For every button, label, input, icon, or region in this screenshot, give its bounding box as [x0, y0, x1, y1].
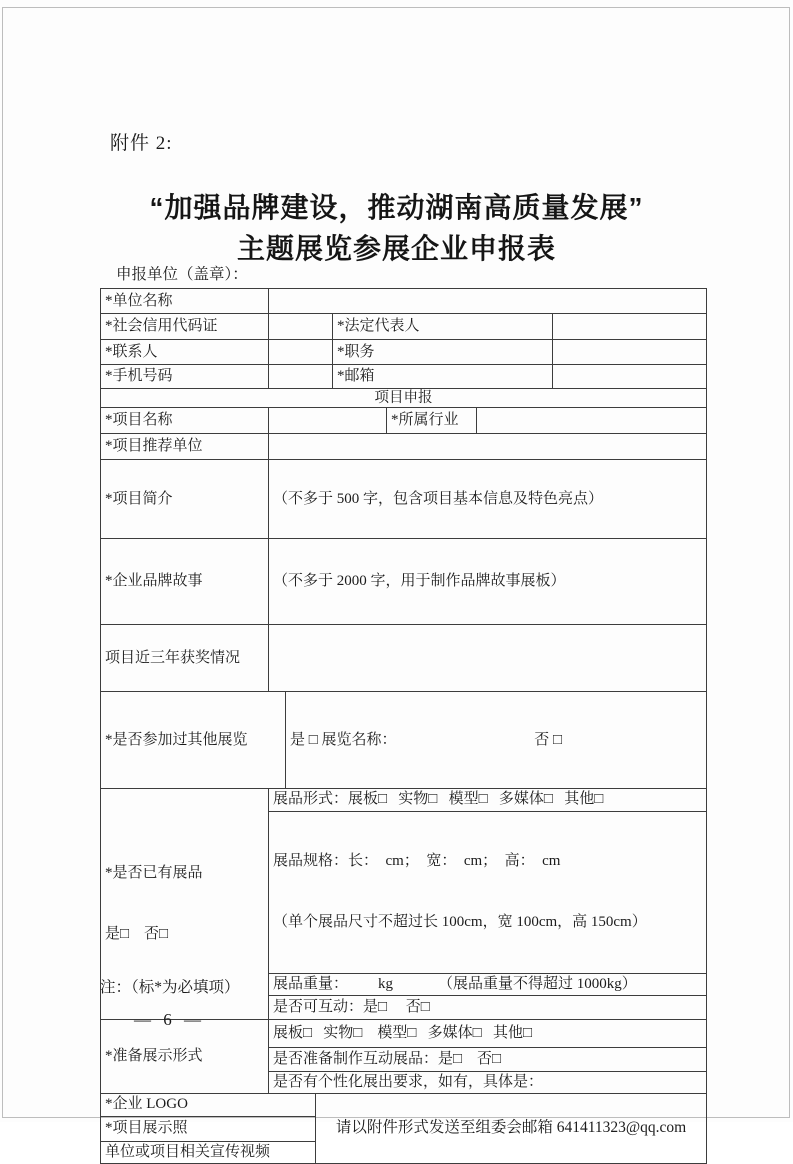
attachment-email-note: 请以附件形式发送至组委会邮箱 641411323@qq.com [316, 1093, 707, 1163]
other-exhibition-yes-option: 是 □ 展览名称： [290, 731, 397, 748]
photo-label: *项目展示照 [101, 1116, 316, 1141]
exhibit-spec-cell [269, 811, 707, 973]
recommender-label: *项目推荐单位 [101, 434, 269, 460]
declaring-unit-label: 申报单位（盖章）： [116, 266, 248, 283]
unit-name-label: *单位名称 [101, 289, 269, 314]
document-title-line2: 主题展览参展企业申报表 [236, 233, 556, 264]
application-form-table [100, 288, 707, 1164]
recommender-value-cell [269, 434, 707, 460]
contact-label: *联系人 [101, 340, 269, 365]
display-interactive-cell: 是否准备制作互动展品：是□ 否□ [269, 1047, 707, 1071]
email-label: *邮箱 [333, 365, 553, 389]
exhibit-spec-line1: 展品规格：长： cm； 宽： cm； 高： cm [273, 853, 561, 870]
legal-rep-value-cell [553, 314, 707, 340]
row-logo [101, 1093, 707, 1116]
mobile-value-cell [269, 365, 333, 389]
unit-name-value-cell [269, 289, 707, 314]
row-contact [101, 340, 707, 365]
project-intro-label: *项目简介 [101, 460, 269, 539]
page-number: — 6 — [134, 1010, 205, 1029]
awards-label: 项目近三年获奖情况 [101, 625, 269, 692]
mobile-label: *手机号码 [101, 365, 269, 389]
attachment-label: 附件 2: [110, 133, 173, 154]
display-types-cell: 展板□ 实物□ 模型□ 多媒体□ 其他□ [269, 1019, 707, 1047]
row-unit-name [101, 289, 707, 314]
project-name-label: *项目名称 [101, 408, 269, 434]
position-value-cell [553, 340, 707, 365]
display-custom-cell: 是否有个性化展出要求，如有，具体是： [269, 1071, 707, 1093]
legal-rep-label: *法定代表人 [333, 314, 553, 340]
email-value-cell [553, 365, 707, 389]
awards-value-cell [269, 625, 707, 692]
video-label: 单位或项目相关宣传视频 [101, 1141, 316, 1163]
project-intro-hint: （不多于 500 字，包含项目基本信息及特色亮点） [269, 460, 707, 539]
industry-label: *所属行业 [387, 408, 477, 434]
project-name-value-cell [269, 408, 387, 434]
row-has-exhibits-form [101, 788, 707, 811]
row-section-header [101, 389, 707, 408]
document-title-line1: “加强品牌建设，推动湖南高质量发展” [149, 192, 644, 223]
row-brand-story [101, 539, 707, 625]
position-label: *职务 [333, 340, 553, 365]
credit-code-label: *社会信用代码证 [101, 314, 269, 340]
footnote: 注：（标*为必填项） [100, 979, 240, 996]
row-awards [101, 625, 707, 692]
has-exhibits-options: 是□ 否□ [105, 925, 169, 942]
other-exhibition-label: *是否参加过其他展览 [101, 692, 286, 789]
other-exhibition-value-cell [286, 692, 707, 789]
industry-value-cell [477, 408, 707, 434]
row-project-intro [101, 460, 707, 539]
project-declaration-header: 项目申报 [101, 389, 707, 408]
exhibit-weight-cell: 展品重量： kg （展品重量不得超过 1000kg） [269, 973, 707, 995]
row-mobile [101, 365, 707, 389]
has-exhibits-label: *是否已有展品 [105, 864, 203, 881]
brand-story-hint: （不多于 2000 字，用于制作品牌故事展板） [269, 539, 707, 625]
exhibit-form-options: 展品形式：展板□ 实物□ 模型□ 多媒体□ 其他□ [269, 788, 707, 811]
contact-value-cell [269, 340, 333, 365]
exhibit-spec-line2: （单个展品尺寸不超过长 100cm，宽 100cm，高 150cm） [273, 914, 647, 930]
row-recommender [101, 434, 707, 460]
other-exhibition-no-option: 否 □ [534, 731, 563, 748]
row-project-name [101, 408, 707, 434]
row-credit-code [101, 314, 707, 340]
row-other-exhibition [101, 692, 707, 789]
logo-label: *企业 LOGO [101, 1093, 316, 1116]
brand-story-label: *企业品牌故事 [101, 539, 269, 625]
exhibit-interactive-cell: 是否可互动：是□ 否□ [269, 995, 707, 1019]
display-form-label: *准备展示形式 [101, 1019, 269, 1093]
credit-code-value-cell [269, 314, 333, 340]
